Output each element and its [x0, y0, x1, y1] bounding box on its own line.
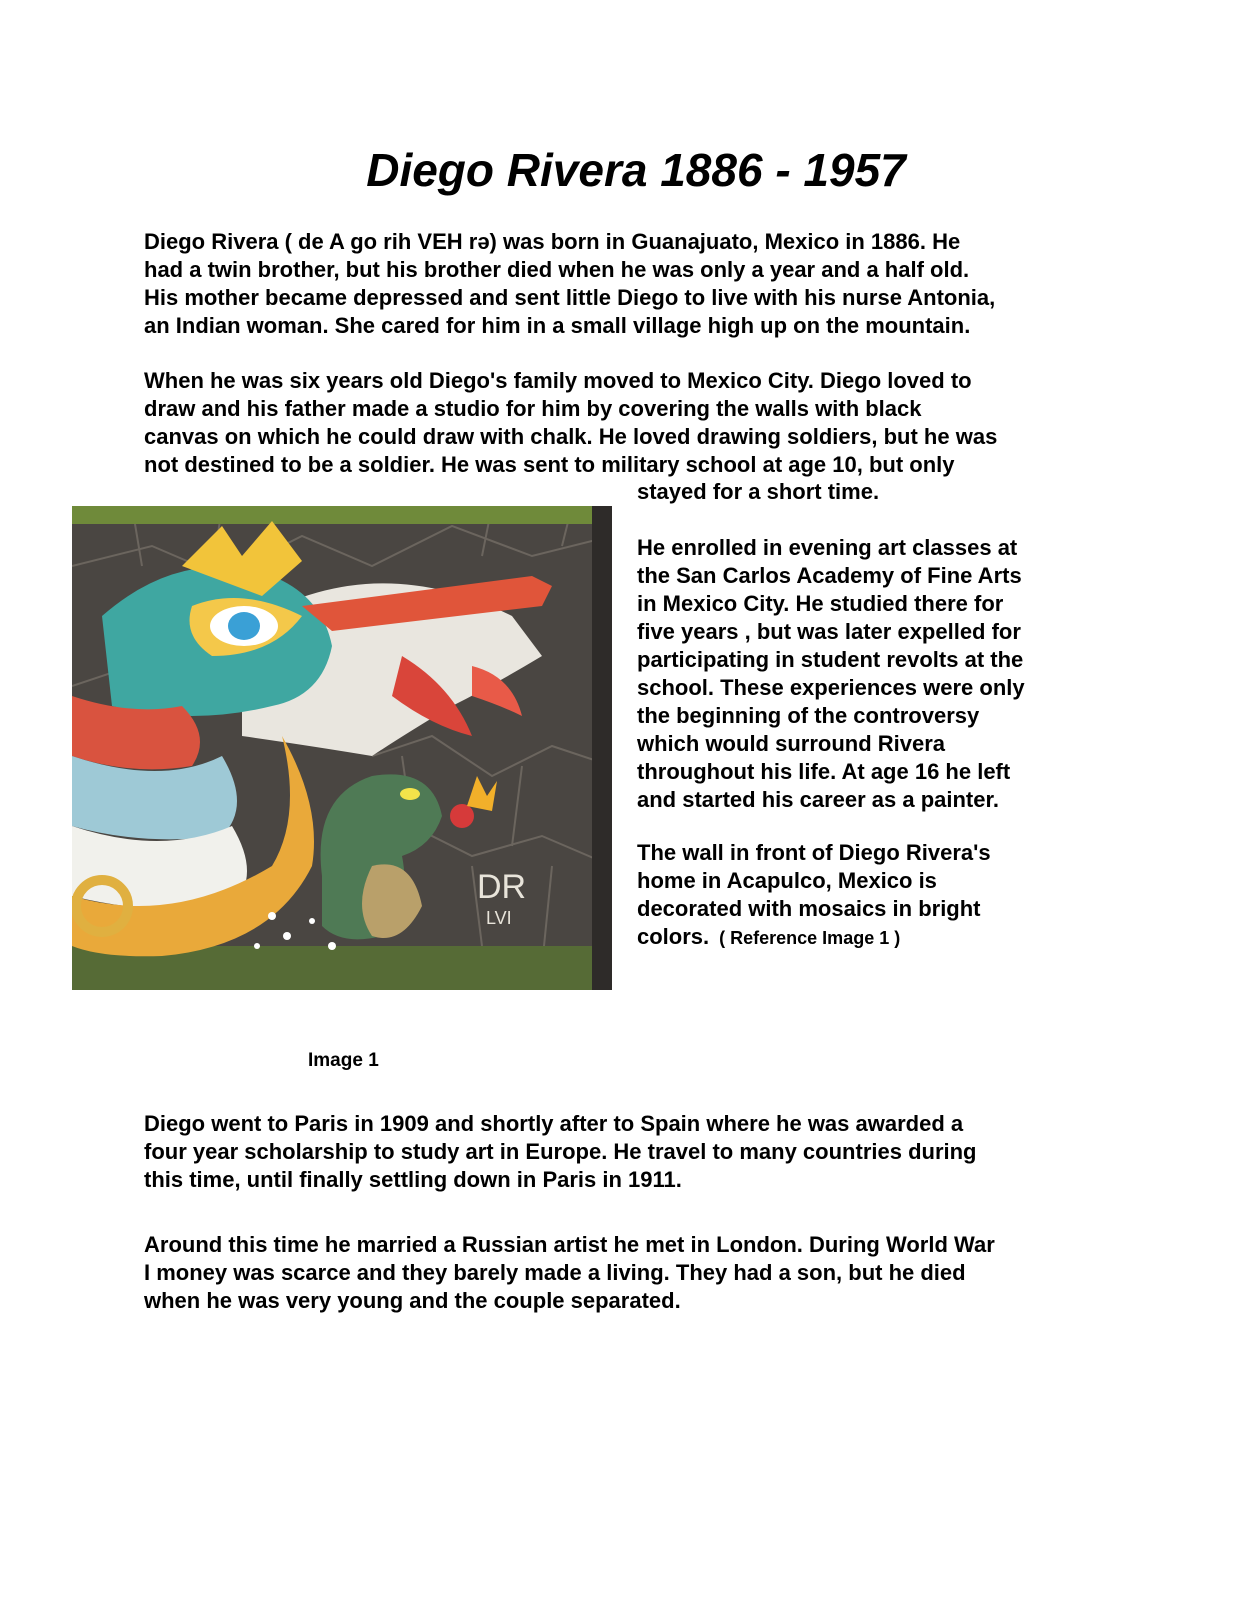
- signature-year: LVI: [486, 908, 512, 928]
- paragraph-childhood-continued: stayed for a short time.: [637, 479, 880, 504]
- paragraph-marriage: Around this time he married a Russian artist he met in London. During World War I money was scarce and they barely made a living. They had a son, but he died when he was very young and the couple separated.: [144, 1232, 995, 1313]
- figure-eye: [400, 788, 420, 800]
- mosaic-wall-image: [72, 506, 612, 990]
- reference-image-note: ( Reference Image 1 ): [719, 928, 901, 948]
- image-caption: Image 1: [308, 1050, 379, 1071]
- page-title: Diego Rivera 1886 - 1957: [366, 144, 906, 196]
- signature-initials: DR: [477, 868, 527, 906]
- paragraph-wall-mosaic: [637, 839, 1107, 952]
- mosaic-illustration: [72, 506, 612, 990]
- paragraph-childhood: When he was six years old Diego's family moved to Mexico City. Diego loved to draw and his father made a studio for him by covering the walls with black canvas on which he could draw with chalk. He loved drawing soldiers, but he was not destined to be a soldier. He was sent to military school at age 10, but only: [144, 368, 998, 477]
- paragraph-wall-mosaic-text: The wall in front of Diego Rivera's home in Acapulco, Mexico is decorated with mosaics in bright colors.: [637, 840, 991, 949]
- dragon-pupil: [228, 612, 260, 640]
- paragraph-birth: Diego Rivera ( de A go rih VEH rə) was born in Guanajuato, Mexico in 1886. He had a twin brother, but his brother died when he was only a year and a half old. His mother became depressed and sent little Diego to live with his nurse Antonia, an Indian woman. She cared for him in a small village high up on the mountain.: [144, 229, 996, 338]
- paragraph-art-classes: He enrolled in evening art classes at the San Carlos Academy of Fine Arts in Mexico City. He studied there for five years , but was later expelled for participating in student revolts at the school. These experiences were only the beginning of the controversy which would surround Rivera throughout his life. At age 16 he left and started his career as a painter.: [637, 535, 1025, 812]
- red-flower: [450, 804, 474, 828]
- paragraph-paris: Diego went to Paris in 1909 and shortly after to Spain where he was awarded a four year scholarship to study art in Europe. He travel to many countries during this time, until finally settling down in Paris in 1911.: [144, 1111, 977, 1192]
